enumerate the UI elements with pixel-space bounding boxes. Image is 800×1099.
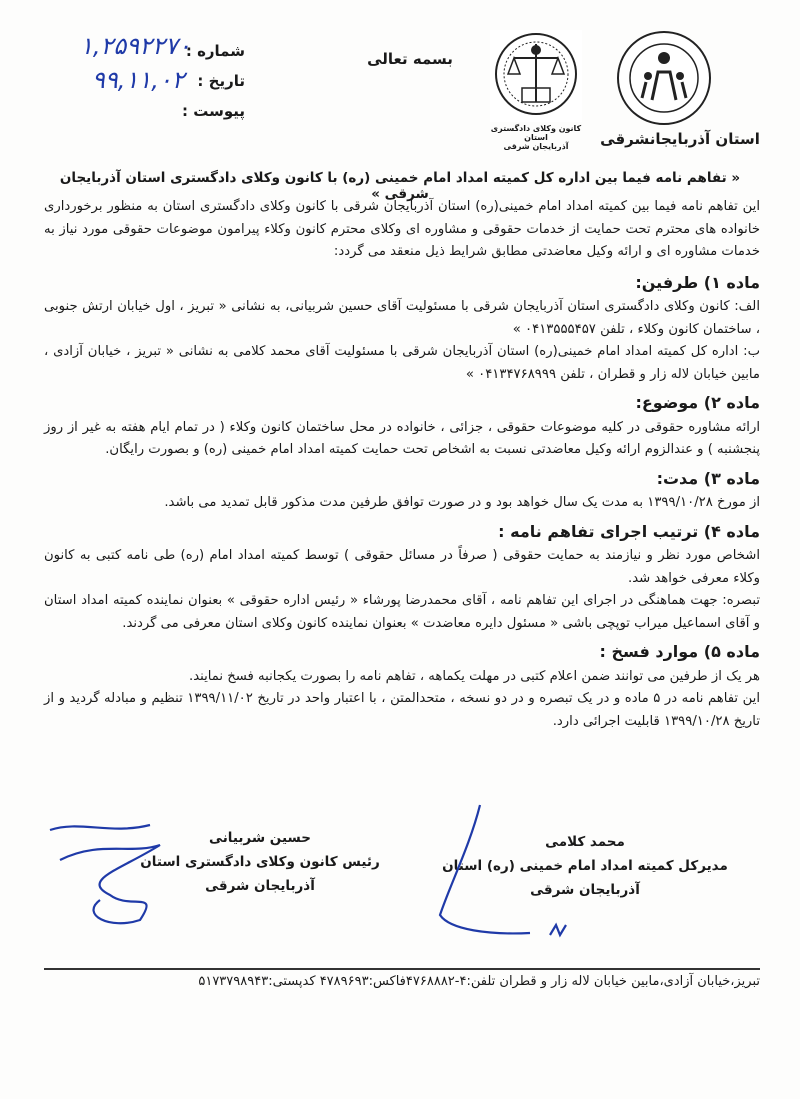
intro-paragraph: این تفاهم نامه فیما بین کمیته امداد امام خمینی(ره) استان آذربایجان شرقی با کانون وکلای دادگستری استان به منظور برخورداری خانواده های محترم تحت حمایت از خدمات حقوقی و مشاوره ای وکلای محترم کانون وکلاء پیرامون موضوعات حقوقی مورد نیاز به خدمات مشاوره ای و ارائه وکیل معاضدتی مطابق شرایط ذیل منعقد می گردد: [44, 199, 760, 259]
right-signature-scribble [410, 785, 610, 955]
agreement-body [44, 196, 760, 733]
bar-logo-caption: کانون وکلای دادگستری استان [490, 124, 582, 142]
article-4-heading: ماده ۴) ترتیب اجرای تفاهم نامه : [498, 521, 760, 541]
footer-address: تبریز،خیابان آزادی،مابین خیابان لاله زار و قطران تلفن:۴-۴۷۶۸۸۸۲فاکس:۴۷۸۹۶۹۳ کدپستی:۵۱۷۳۷۹۸۹۴۳ [44, 968, 760, 989]
article-4-note: تبصره: جهت هماهنگی در اجرای این تفاهم نامه ، آقای محمدرضا پورشاء « رئیس اداره حقوقی » بعنوان نماینده کمیته امداد استان و آقای اسماعیل میراب توپچی باشی « مسئول دایره معاضدت » بعنوان نماینده کانون وکلای استان معرفی می گردند. [44, 593, 760, 631]
number-label: شماره : [185, 42, 245, 60]
article-5-text-1: هر یک از طرفین می توانند ضمن اعلام کتبی در مهلت یکماهه ، تفاهم نامه را بصورت یکجانبه فسخ نمایند. [189, 668, 760, 684]
article-3-heading: ماده ۳) مدت: [656, 468, 760, 488]
article-1-party-b: ب: اداره کل کمیته امداد امام خمینی(ره) استان آذربایجان شرقی با مسئولیت آقای محمد کلامی به نشانی « تبریز ، خیابان آزادی ، مابین خیابان لاله زار و قطران ، تلفن ۰۴۱۳۴۷۶۸۹۹۹ » [44, 344, 760, 382]
scales-emblem-icon [490, 30, 582, 122]
agreement-title: « تفاهم نامه فیما بین اداره کل کمیته امداد امام خمینی (ره) با کانون وکلای دادگستری استان آذربایجان شرقی » [59, 170, 741, 202]
handwritten-number: ۱,۲۵۹۲۲۷۰ [80, 32, 191, 60]
handwritten-date: ۹۹,۱۱,۰۲ [92, 66, 185, 94]
right-signer-province: آذربایجان شرقی [530, 882, 640, 898]
left-signer-name: حسین شربیانی [209, 830, 311, 846]
article-1-heading: ماده ۱) طرفین: [635, 272, 760, 292]
article-5-heading: ماده ۵) موارد فسخ : [599, 642, 760, 661]
article-5-text-2: این تفاهم نامه در ۵ ماده و در یک تبصره و در دو نسخه ، متحدالمتن ، با اعتبار واحد در تاریخ ۱۳۹۹/۱۱/۰۲ تنظیم و مبادله گردید و از تاریخ ۱۳۹۹/۱۰/۲۸ قابلیت اجرائی دارد. [44, 691, 760, 729]
right-signer-title: مدیرکل کمیته امداد امام خمینی (ره) استان [442, 858, 728, 874]
bismillah: بسمه تعالی [367, 50, 453, 68]
left-signature-scribble [40, 800, 190, 940]
attachment-label: پیوست : [181, 102, 245, 120]
left-signer-province: آذربایجان شرقی [205, 878, 315, 894]
bar-logo-caption-2: آذربایجان شرقی [503, 142, 569, 151]
article-2-text: ارائه مشاوره حقوقی در کلیه موضوعات حقوقی ، جزائی ، خانواده در محل ساختمان کانون وکلاء ( در تمام ایام هفته به غیر از روز پنجشنبه ) و عندالزوم ارائه وکیل معاضدتی نسبت به اشخاص تحت حمایت کمیته امداد امام خمینی (ره) و بصورت رایگان. [44, 419, 760, 457]
relief-committee-logo [614, 28, 714, 128]
relief-emblem-icon [614, 28, 714, 128]
article-4-text: اشخاص مورد نظر و نیازمند به حمایت حقوقی ( صرفاً در مسائل حقوقی ) توسط کمیته امداد امام (ره) طی نامه کتبی به کانون وکلاء معرفی خواهد شد. [44, 548, 760, 586]
article-1-party-a: الف: کانون وکلای دادگستری استان آذربایجان شرقی با مسئولیت آقای حسین شربیانی، به نشانی « تبریز ، اول خیابان ارتش جنوبی ، ساختمان کانون وکلاء ، تلفن ۰۴۱۳۵۵۵۴۵۷ » [44, 299, 760, 337]
date-label: تاریخ : [197, 72, 245, 90]
bar-association-logo [490, 30, 582, 150]
article-2-heading: ماده ۲) موضوع: [635, 393, 760, 412]
province-label: استان آذربایجانشرقی [600, 130, 760, 148]
article-3-text: از مورخ ۱۳۹۹/۱۰/۲۸ به مدت یک سال خواهد بود و در صورت توافق طرفین مدت مذکور قابل تمدید می باشد. [164, 495, 760, 510]
left-signer-title: رئیس کانون وکلای دادگستری استان [140, 854, 380, 870]
right-signer-name: محمد کلامی [545, 834, 625, 850]
